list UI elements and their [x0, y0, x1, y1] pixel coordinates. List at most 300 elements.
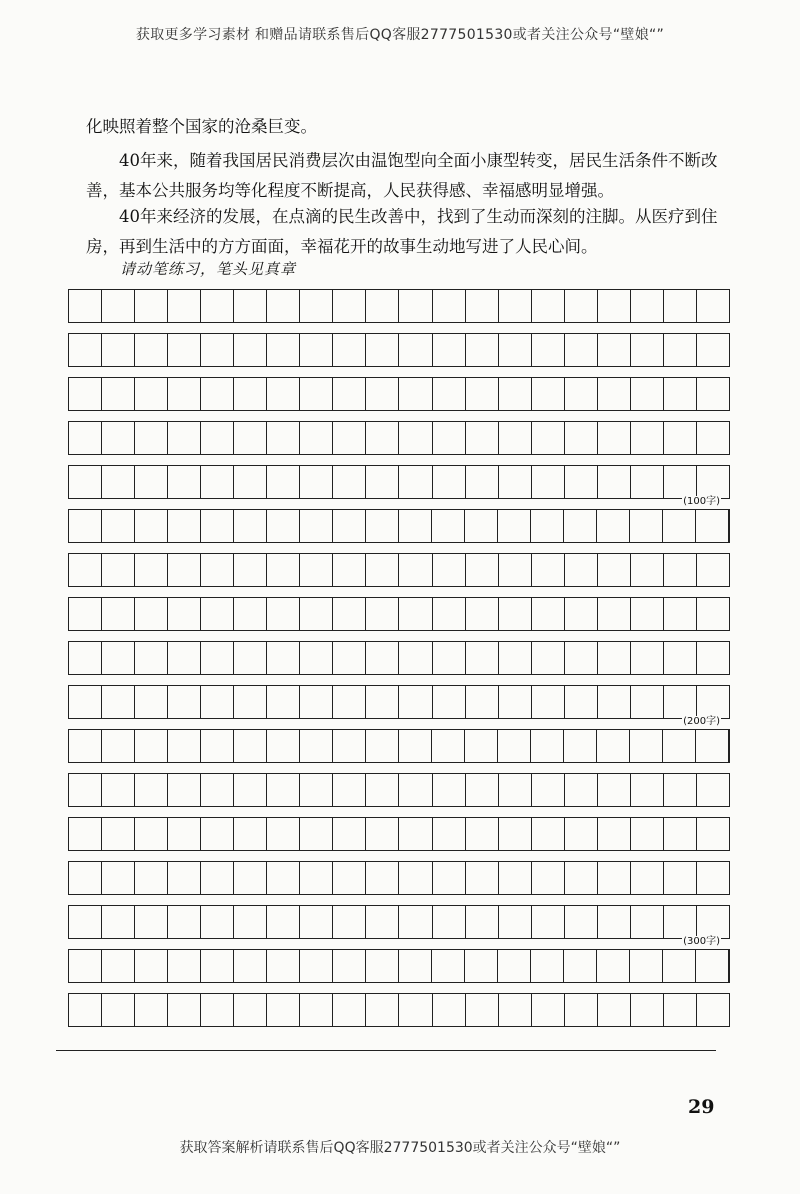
grid-cell[interactable]	[664, 422, 697, 454]
grid-cell[interactable]	[300, 290, 333, 322]
grid-cell[interactable]	[102, 906, 135, 938]
grid-cell[interactable]	[135, 598, 168, 630]
grid-cell[interactable]	[366, 554, 399, 586]
grid-cell[interactable]	[267, 554, 300, 586]
grid-cell[interactable]	[697, 906, 729, 938]
grid-cell[interactable]	[333, 774, 366, 806]
grid-cell[interactable]	[631, 906, 664, 938]
grid-cell[interactable]	[532, 862, 565, 894]
grid-cell[interactable]	[631, 598, 664, 630]
grid-cell[interactable]	[234, 730, 267, 762]
grid-cell[interactable]	[631, 290, 664, 322]
grid-cell[interactable]	[366, 818, 399, 850]
grid-cell[interactable]	[201, 378, 234, 410]
grid-cell[interactable]	[201, 774, 234, 806]
grid-cell[interactable]	[168, 730, 201, 762]
grid-cell[interactable]	[168, 290, 201, 322]
grid-cell[interactable]	[234, 510, 267, 542]
grid-cell[interactable]	[69, 642, 102, 674]
grid-cell[interactable]	[333, 598, 366, 630]
grid-cell[interactable]	[697, 862, 729, 894]
grid-cell[interactable]	[466, 862, 499, 894]
grid-cell[interactable]	[168, 642, 201, 674]
grid-cell[interactable]	[466, 906, 499, 938]
grid-cell[interactable]	[135, 686, 168, 718]
grid-cell[interactable]	[135, 642, 168, 674]
grid-cell[interactable]	[168, 950, 201, 982]
grid-cell[interactable]	[598, 466, 631, 498]
grid-cell[interactable]	[201, 290, 234, 322]
grid-cell[interactable]	[102, 862, 135, 894]
grid-cell[interactable]	[433, 818, 466, 850]
grid-cell[interactable]	[631, 422, 664, 454]
grid-cell[interactable]	[267, 686, 300, 718]
grid-cell[interactable]	[465, 510, 498, 542]
grid-cell[interactable]	[499, 862, 532, 894]
grid-cell[interactable]	[630, 730, 663, 762]
grid-cell[interactable]	[532, 466, 565, 498]
grid-cell[interactable]	[697, 642, 729, 674]
grid-cell[interactable]	[300, 466, 333, 498]
grid-cell[interactable]	[366, 334, 399, 366]
grid-cell[interactable]	[333, 290, 366, 322]
grid-cell[interactable]	[366, 862, 399, 894]
grid-cell[interactable]	[168, 422, 201, 454]
grid-cell[interactable]	[565, 774, 598, 806]
grid-cell[interactable]	[135, 290, 168, 322]
grid-cell[interactable]	[399, 906, 432, 938]
grid-cell[interactable]	[201, 686, 234, 718]
grid-cell[interactable]	[234, 950, 267, 982]
grid-cell[interactable]	[532, 378, 565, 410]
grid-cell[interactable]	[366, 510, 399, 542]
grid-cell[interactable]	[631, 642, 664, 674]
grid-cell[interactable]	[234, 290, 267, 322]
grid-cell[interactable]	[399, 334, 432, 366]
grid-cell[interactable]	[664, 818, 697, 850]
grid-cell[interactable]	[300, 906, 333, 938]
grid-cell[interactable]	[102, 818, 135, 850]
grid-cell[interactable]	[234, 554, 267, 586]
grid-cell[interactable]	[135, 862, 168, 894]
grid-cell[interactable]	[696, 510, 729, 542]
grid-cell[interactable]	[499, 378, 532, 410]
grid-cell[interactable]	[201, 510, 234, 542]
grid-cell[interactable]	[697, 422, 729, 454]
grid-cell[interactable]	[433, 554, 466, 586]
grid-cell[interactable]	[499, 906, 532, 938]
grid-cell[interactable]	[531, 730, 564, 762]
grid-cell[interactable]	[433, 994, 466, 1026]
grid-cell[interactable]	[69, 686, 102, 718]
grid-cell[interactable]	[69, 466, 102, 498]
grid-cell[interactable]	[433, 466, 466, 498]
grid-cell[interactable]	[697, 334, 729, 366]
grid-cell[interactable]	[532, 818, 565, 850]
grid-cell[interactable]	[366, 290, 399, 322]
grid-cell[interactable]	[135, 466, 168, 498]
grid-cell[interactable]	[102, 422, 135, 454]
grid-cell[interactable]	[532, 642, 565, 674]
grid-cell[interactable]	[466, 466, 499, 498]
grid-cell[interactable]	[234, 774, 267, 806]
grid-cell[interactable]	[69, 334, 102, 366]
grid-cell[interactable]	[168, 466, 201, 498]
grid-cell[interactable]	[333, 554, 366, 586]
grid-cell[interactable]	[102, 378, 135, 410]
grid-cell[interactable]	[69, 774, 102, 806]
grid-cell[interactable]	[565, 378, 598, 410]
grid-cell[interactable]	[466, 598, 499, 630]
grid-cell[interactable]	[366, 994, 399, 1026]
grid-cell[interactable]	[498, 730, 531, 762]
grid-cell[interactable]	[696, 730, 729, 762]
grid-cell[interactable]	[234, 994, 267, 1026]
grid-cell[interactable]	[399, 598, 432, 630]
grid-cell[interactable]	[267, 774, 300, 806]
grid-cell[interactable]	[102, 598, 135, 630]
grid-cell[interactable]	[598, 334, 631, 366]
grid-cell[interactable]	[532, 994, 565, 1026]
grid-cell[interactable]	[234, 598, 267, 630]
grid-cell[interactable]	[433, 290, 466, 322]
grid-cell[interactable]	[267, 598, 300, 630]
grid-cell[interactable]	[168, 686, 201, 718]
grid-cell[interactable]	[102, 334, 135, 366]
grid-cell[interactable]	[201, 818, 234, 850]
grid-cell[interactable]	[433, 906, 466, 938]
grid-cell[interactable]	[432, 730, 465, 762]
grid-cell[interactable]	[631, 774, 664, 806]
grid-cell[interactable]	[696, 950, 729, 982]
grid-cell[interactable]	[168, 598, 201, 630]
grid-cell[interactable]	[267, 422, 300, 454]
grid-cell[interactable]	[466, 686, 499, 718]
grid-cell[interactable]	[300, 642, 333, 674]
grid-cell[interactable]	[201, 730, 234, 762]
grid-cell[interactable]	[399, 774, 432, 806]
grid-cell[interactable]	[597, 950, 630, 982]
grid-cell[interactable]	[300, 730, 333, 762]
grid-cell[interactable]	[201, 466, 234, 498]
grid-cell[interactable]	[664, 334, 697, 366]
grid-cell[interactable]	[565, 554, 598, 586]
grid-cell[interactable]	[234, 818, 267, 850]
grid-cell[interactable]	[300, 554, 333, 586]
grid-cell[interactable]	[168, 994, 201, 1026]
grid-cell[interactable]	[102, 994, 135, 1026]
grid-cell[interactable]	[366, 466, 399, 498]
grid-cell[interactable]	[498, 510, 531, 542]
grid-cell[interactable]	[300, 994, 333, 1026]
grid-cell[interactable]	[697, 378, 729, 410]
grid-cell[interactable]	[664, 906, 697, 938]
grid-cell[interactable]	[300, 774, 333, 806]
grid-cell[interactable]	[366, 730, 399, 762]
grid-cell[interactable]	[102, 774, 135, 806]
grid-cell[interactable]	[201, 422, 234, 454]
grid-cell[interactable]	[597, 510, 630, 542]
grid-cell[interactable]	[598, 774, 631, 806]
grid-cell[interactable]	[69, 818, 102, 850]
grid-cell[interactable]	[499, 466, 532, 498]
grid-cell[interactable]	[664, 774, 697, 806]
grid-cell[interactable]	[565, 466, 598, 498]
grid-cell[interactable]	[399, 994, 432, 1026]
grid-cell[interactable]	[663, 730, 696, 762]
grid-cell[interactable]	[201, 334, 234, 366]
grid-cell[interactable]	[532, 686, 565, 718]
grid-cell[interactable]	[399, 290, 432, 322]
grid-cell[interactable]	[499, 554, 532, 586]
grid-cell[interactable]	[234, 906, 267, 938]
grid-cell[interactable]	[565, 422, 598, 454]
grid-cell[interactable]	[366, 906, 399, 938]
grid-cell[interactable]	[631, 686, 664, 718]
grid-cell[interactable]	[69, 598, 102, 630]
grid-cell[interactable]	[267, 642, 300, 674]
grid-cell[interactable]	[366, 686, 399, 718]
grid-cell[interactable]	[532, 334, 565, 366]
grid-cell[interactable]	[565, 862, 598, 894]
grid-cell[interactable]	[267, 510, 300, 542]
grid-cell[interactable]	[267, 334, 300, 366]
grid-cell[interactable]	[697, 994, 729, 1026]
grid-cell[interactable]	[366, 774, 399, 806]
grid-cell[interactable]	[631, 378, 664, 410]
grid-cell[interactable]	[466, 818, 499, 850]
grid-cell[interactable]	[598, 994, 631, 1026]
grid-cell[interactable]	[433, 686, 466, 718]
grid-cell[interactable]	[135, 906, 168, 938]
grid-cell[interactable]	[565, 642, 598, 674]
grid-cell[interactable]	[598, 818, 631, 850]
grid-cell[interactable]	[300, 378, 333, 410]
grid-cell[interactable]	[366, 642, 399, 674]
grid-cell[interactable]	[598, 862, 631, 894]
grid-cell[interactable]	[102, 466, 135, 498]
grid-cell[interactable]	[532, 774, 565, 806]
grid-cell[interactable]	[466, 774, 499, 806]
grid-cell[interactable]	[697, 466, 729, 498]
grid-cell[interactable]	[102, 730, 135, 762]
grid-cell[interactable]	[69, 906, 102, 938]
grid-cell[interactable]	[102, 554, 135, 586]
grid-cell[interactable]	[433, 422, 466, 454]
grid-cell[interactable]	[598, 290, 631, 322]
grid-cell[interactable]	[564, 510, 597, 542]
grid-cell[interactable]	[267, 994, 300, 1026]
grid-cell[interactable]	[465, 950, 498, 982]
grid-cell[interactable]	[499, 818, 532, 850]
grid-cell[interactable]	[168, 906, 201, 938]
grid-cell[interactable]	[333, 950, 366, 982]
grid-cell[interactable]	[499, 598, 532, 630]
grid-cell[interactable]	[333, 378, 366, 410]
grid-cell[interactable]	[300, 950, 333, 982]
grid-cell[interactable]	[664, 598, 697, 630]
grid-cell[interactable]	[69, 290, 102, 322]
grid-cell[interactable]	[135, 422, 168, 454]
grid-cell[interactable]	[564, 730, 597, 762]
grid-cell[interactable]	[333, 818, 366, 850]
grid-cell[interactable]	[399, 686, 432, 718]
grid-cell[interactable]	[168, 554, 201, 586]
grid-cell[interactable]	[399, 818, 432, 850]
grid-cell[interactable]	[234, 686, 267, 718]
grid-cell[interactable]	[498, 950, 531, 982]
grid-cell[interactable]	[69, 862, 102, 894]
grid-cell[interactable]	[69, 422, 102, 454]
grid-cell[interactable]	[135, 730, 168, 762]
grid-cell[interactable]	[300, 862, 333, 894]
grid-cell[interactable]	[300, 510, 333, 542]
grid-cell[interactable]	[267, 862, 300, 894]
grid-cell[interactable]	[433, 642, 466, 674]
grid-cell[interactable]	[499, 994, 532, 1026]
grid-cell[interactable]	[69, 554, 102, 586]
grid-cell[interactable]	[267, 290, 300, 322]
grid-cell[interactable]	[69, 510, 102, 542]
grid-cell[interactable]	[565, 334, 598, 366]
grid-cell[interactable]	[168, 378, 201, 410]
grid-cell[interactable]	[234, 378, 267, 410]
grid-cell[interactable]	[663, 510, 696, 542]
grid-cell[interactable]	[531, 950, 564, 982]
grid-cell[interactable]	[466, 642, 499, 674]
grid-cell[interactable]	[234, 466, 267, 498]
grid-cell[interactable]	[201, 994, 234, 1026]
grid-cell[interactable]	[630, 950, 663, 982]
grid-cell[interactable]	[333, 686, 366, 718]
grid-cell[interactable]	[333, 994, 366, 1026]
grid-cell[interactable]	[135, 818, 168, 850]
grid-cell[interactable]	[366, 950, 399, 982]
grid-cell[interactable]	[664, 862, 697, 894]
grid-cell[interactable]	[69, 994, 102, 1026]
grid-cell[interactable]	[598, 598, 631, 630]
grid-cell[interactable]	[300, 334, 333, 366]
grid-cell[interactable]	[102, 686, 135, 718]
grid-cell[interactable]	[102, 290, 135, 322]
grid-cell[interactable]	[399, 378, 432, 410]
grid-cell[interactable]	[631, 466, 664, 498]
grid-cell[interactable]	[466, 554, 499, 586]
grid-cell[interactable]	[399, 554, 432, 586]
grid-cell[interactable]	[664, 554, 697, 586]
grid-cell[interactable]	[300, 686, 333, 718]
grid-cell[interactable]	[333, 862, 366, 894]
grid-cell[interactable]	[267, 378, 300, 410]
grid-cell[interactable]	[333, 730, 366, 762]
grid-cell[interactable]	[697, 554, 729, 586]
grid-cell[interactable]	[499, 422, 532, 454]
grid-cell[interactable]	[333, 510, 366, 542]
grid-cell[interactable]	[300, 598, 333, 630]
grid-cell[interactable]	[267, 466, 300, 498]
grid-cell[interactable]	[201, 862, 234, 894]
grid-cell[interactable]	[532, 290, 565, 322]
grid-cell[interactable]	[168, 510, 201, 542]
grid-cell[interactable]	[465, 730, 498, 762]
grid-cell[interactable]	[69, 950, 102, 982]
grid-cell[interactable]	[69, 730, 102, 762]
grid-cell[interactable]	[433, 378, 466, 410]
grid-cell[interactable]	[631, 994, 664, 1026]
grid-cell[interactable]	[664, 994, 697, 1026]
grid-cell[interactable]	[664, 290, 697, 322]
grid-cell[interactable]	[333, 642, 366, 674]
grid-cell[interactable]	[697, 818, 729, 850]
grid-cell[interactable]	[135, 774, 168, 806]
grid-cell[interactable]	[135, 378, 168, 410]
grid-cell[interactable]	[168, 774, 201, 806]
grid-cell[interactable]	[399, 950, 432, 982]
grid-cell[interactable]	[433, 862, 466, 894]
grid-cell[interactable]	[267, 950, 300, 982]
grid-cell[interactable]	[499, 686, 532, 718]
grid-cell[interactable]	[598, 422, 631, 454]
grid-cell[interactable]	[399, 466, 432, 498]
grid-cell[interactable]	[201, 950, 234, 982]
grid-cell[interactable]	[267, 818, 300, 850]
grid-cell[interactable]	[664, 466, 697, 498]
grid-cell[interactable]	[399, 642, 432, 674]
grid-cell[interactable]	[69, 378, 102, 410]
grid-cell[interactable]	[135, 950, 168, 982]
grid-cell[interactable]	[598, 554, 631, 586]
grid-cell[interactable]	[135, 334, 168, 366]
grid-cell[interactable]	[565, 994, 598, 1026]
grid-cell[interactable]	[168, 818, 201, 850]
grid-cell[interactable]	[433, 598, 466, 630]
grid-cell[interactable]	[234, 862, 267, 894]
grid-cell[interactable]	[697, 598, 729, 630]
grid-cell[interactable]	[466, 334, 499, 366]
grid-cell[interactable]	[697, 686, 729, 718]
grid-cell[interactable]	[433, 774, 466, 806]
grid-cell[interactable]	[333, 466, 366, 498]
grid-cell[interactable]	[102, 950, 135, 982]
grid-cell[interactable]	[565, 290, 598, 322]
grid-cell[interactable]	[102, 642, 135, 674]
grid-cell[interactable]	[201, 906, 234, 938]
grid-cell[interactable]	[697, 290, 729, 322]
grid-cell[interactable]	[466, 290, 499, 322]
grid-cell[interactable]	[300, 818, 333, 850]
grid-cell[interactable]	[399, 862, 432, 894]
grid-cell[interactable]	[168, 862, 201, 894]
grid-cell[interactable]	[499, 334, 532, 366]
grid-cell[interactable]	[399, 730, 432, 762]
grid-cell[interactable]	[664, 686, 697, 718]
grid-cell[interactable]	[432, 950, 465, 982]
grid-cell[interactable]	[333, 906, 366, 938]
grid-cell[interactable]	[631, 334, 664, 366]
grid-cell[interactable]	[532, 422, 565, 454]
grid-cell[interactable]	[234, 422, 267, 454]
grid-cell[interactable]	[433, 334, 466, 366]
grid-cell[interactable]	[399, 510, 432, 542]
grid-cell[interactable]	[499, 774, 532, 806]
grid-cell[interactable]	[234, 334, 267, 366]
grid-cell[interactable]	[697, 774, 729, 806]
grid-cell[interactable]	[399, 422, 432, 454]
grid-cell[interactable]	[366, 378, 399, 410]
grid-cell[interactable]	[300, 422, 333, 454]
grid-cell[interactable]	[135, 510, 168, 542]
grid-cell[interactable]	[135, 994, 168, 1026]
